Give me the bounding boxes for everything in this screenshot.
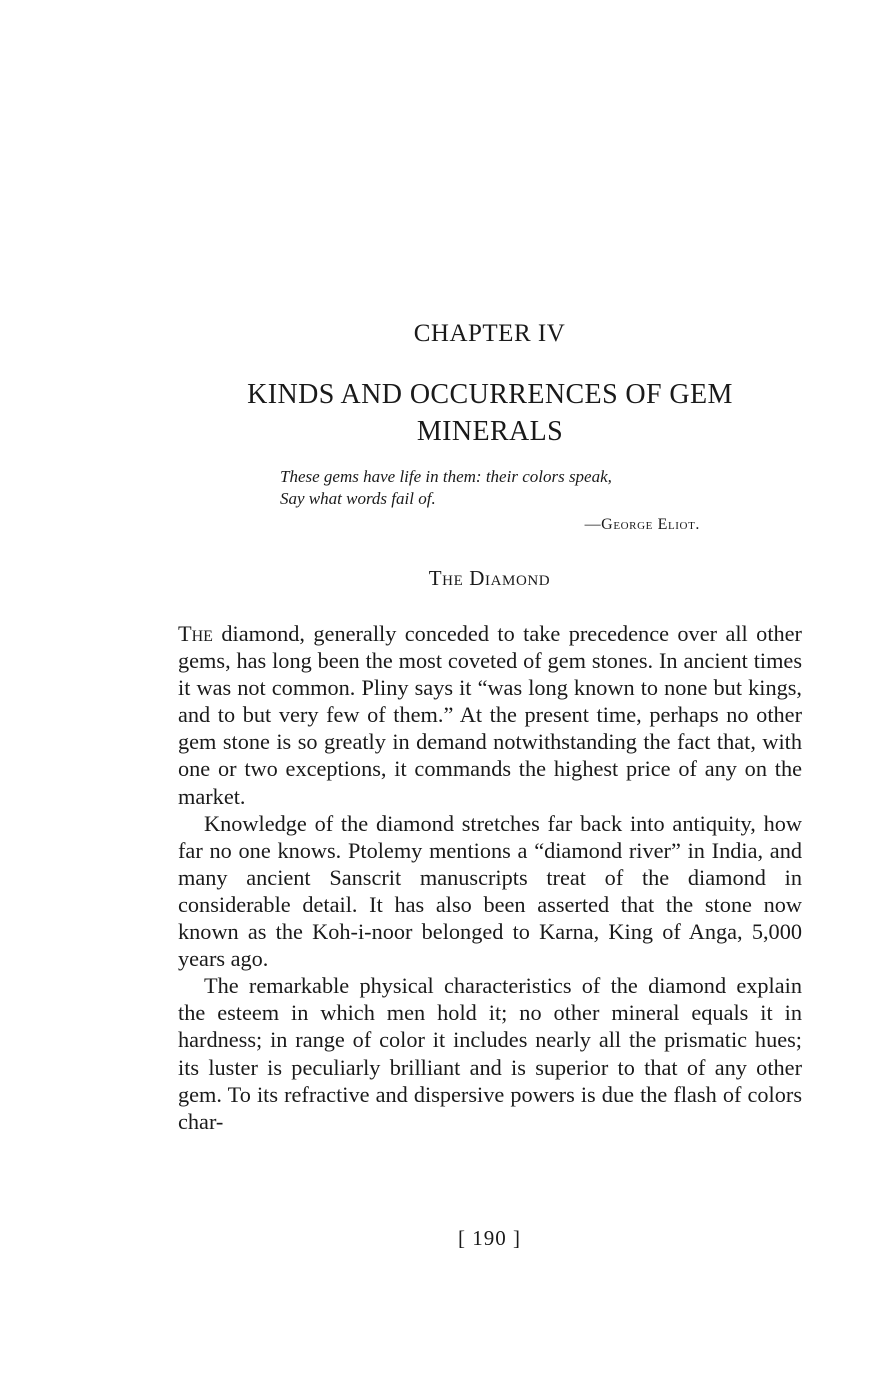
chapter-title: KINDS AND OCCURRENCES OF GEM MINERALS	[247, 379, 733, 447]
epigraph-line: These gems have life in them: their colors speak,	[280, 467, 612, 486]
paragraph-text: diamond, generally conceded to take precedence over all other gems, has long been the most coveted of gem stones. In ancient times it was not common. Pliny says it “was long known to none but kings, and to but very few of them.” At the present time, perhaps no other gem stone is so greatly in demand notwithstanding the fact that, with one or two exceptions, it commands the highest price of any on the market.	[178, 621, 802, 809]
paragraph: The remarkable physical characteristics of the diamond explain the esteem in which men hold it; no other mineral equals it in hardness; in range of color it includes nearly all the prismatic hues; its luster is peculiarly brilliant and is superior to that of any other gem. To its refractive and dispersive powers is due the flash of colors char-	[178, 973, 802, 1134]
epigraph	[280, 466, 710, 510]
epigraph-attribution: —George Eliot.	[584, 516, 700, 533]
paragraph-lead-word: The	[178, 621, 213, 646]
chapter-label: CHAPTER IV	[413, 320, 566, 347]
body-text	[178, 620, 802, 1135]
section-heading: The Diamond	[428, 566, 551, 590]
epigraph-line: Say what words fail of.	[280, 489, 436, 508]
paragraph: Knowledge of the diamond stretches far back into antiquity, how far no one knows. Ptolemy mentions a “diamond river” in India, and many ancient Sanscrit manuscripts treat of the diamond in considerable detail. It has also been asserted that the stone now known as the Koh-i-noor belonged to Karna, King of Anga, 5,000 years ago.	[178, 810, 802, 972]
paragraph	[178, 620, 802, 810]
page-number: [ 190 ]	[458, 1226, 521, 1250]
